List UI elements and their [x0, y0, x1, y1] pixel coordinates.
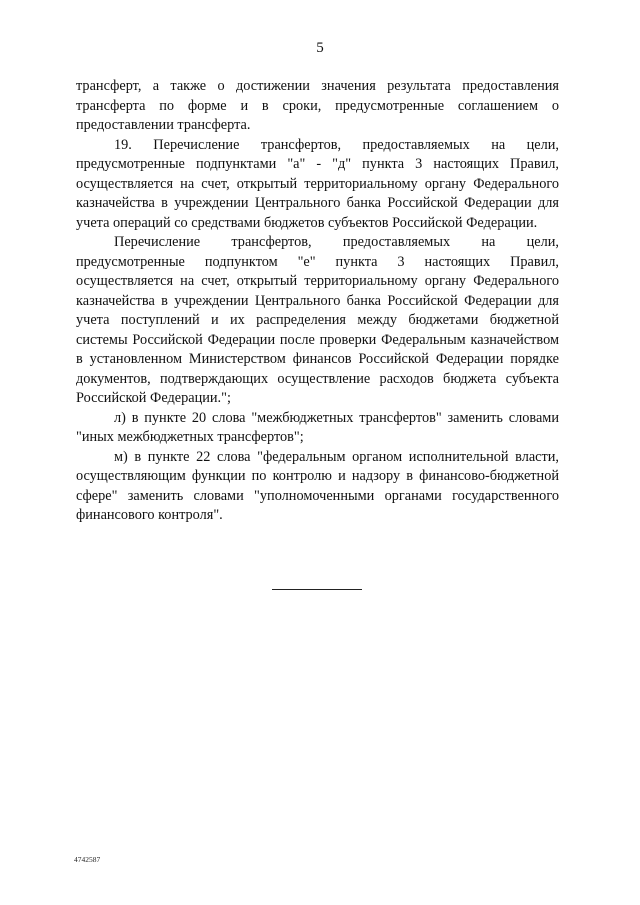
document-body [76, 77, 559, 526]
paragraph-item-l: л) в пункте 20 слова "межбюджетных трансфертов" заменить словами "иных межбюджетных трансфертов"; [76, 409, 559, 445]
end-divider [272, 589, 362, 590]
document-id: 4742587 [74, 855, 101, 864]
page-number: 5 [316, 40, 324, 56]
paragraph-transfer-e: Перечисление трансфертов, предоставляемых на цели, предусмотренные подпунктом "е" пункта 3 настоящих Правил, осуществляется на счет, открытый территориальному органу Федерального казначейства в учреждении Центрального банка Российской Федерации для учета поступлений и их распределения между бюджетами бюджетной системы Российской Федерации после проверки Федеральным казначейством в установленном Министерством финансов Российской Федерации порядке документов, подтверждающих осуществление расходов бюджета субъекта Российской Федерации."; [76, 234, 559, 406]
paragraph-item-m: м) в пункте 22 слова "федеральным органом исполнительной власти, осуществляющим функции по контролю и надзору в финансово-бюджетной сфере" заменить словами "уполномоченными органами государственного финансового контроля". [76, 448, 559, 523]
paragraph-continuation: трансферт, а также о достижении значения результата предоставления трансферта по форме и в сроки, предусмотренные соглашением о предоставлении трансферта. [76, 78, 559, 133]
paragraph-item-19: 19. Перечисление трансфертов, предоставляемых на цели, предусмотренные подпунктами "а" - "д" пункта 3 настоящих Правил, осуществляется на счет, открытый территориальному органу Федерального казначейства в учреждении Центрального банка Российской Федерации для учета операций со средствами бюджетов субъектов Российской Федерации. [76, 136, 559, 231]
